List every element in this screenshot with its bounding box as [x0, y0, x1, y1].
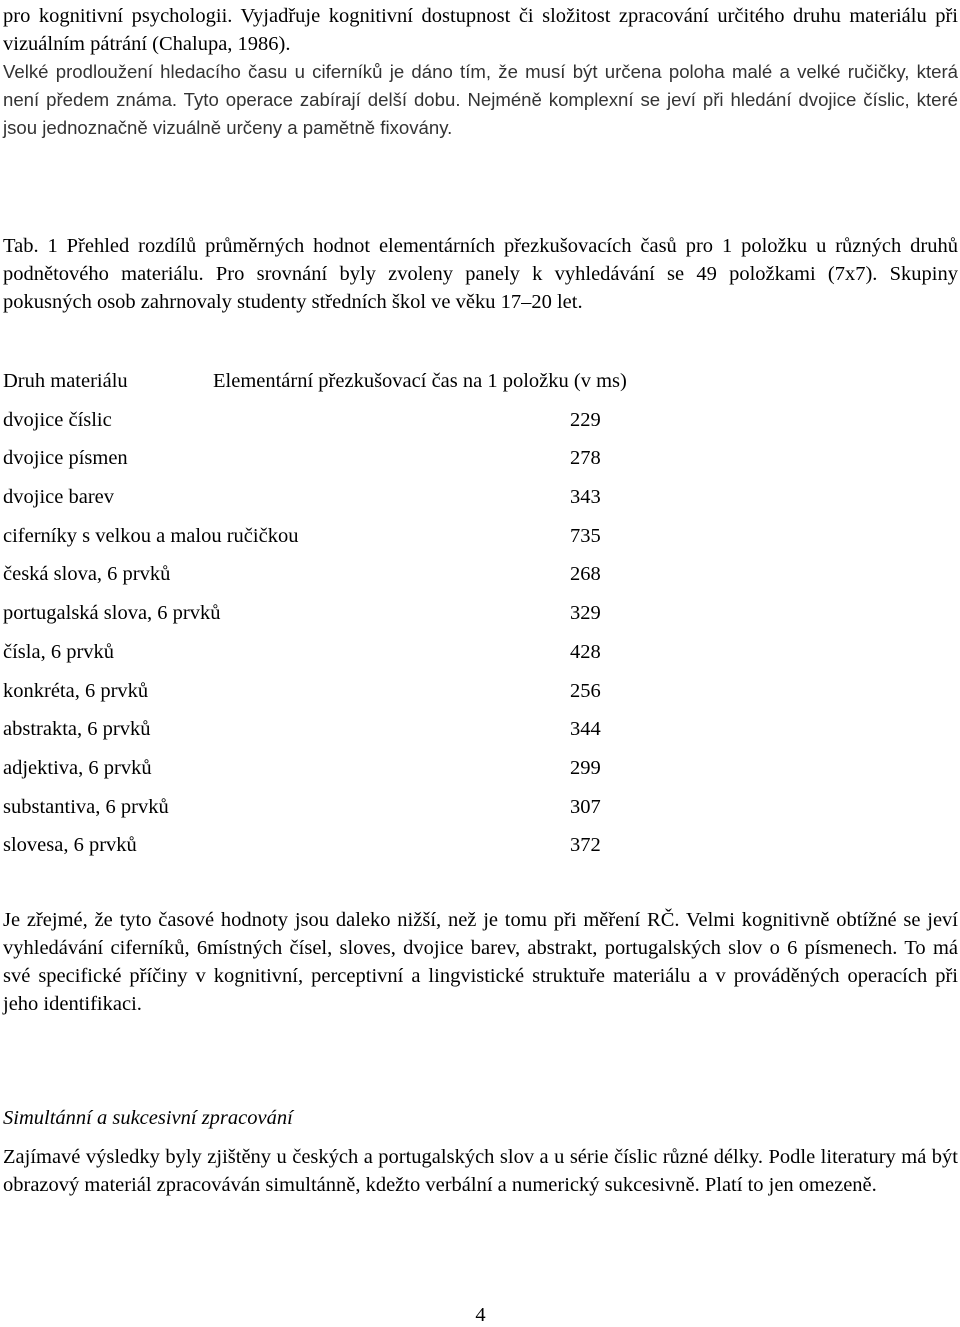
page-number: 4: [475, 1304, 486, 1326]
time-value-cell: 268: [570, 563, 601, 586]
table-row: [3, 481, 958, 520]
time-value-cell: 256: [570, 679, 601, 702]
time-value-cell: 344: [570, 718, 601, 741]
table-caption: Tab. 1 Přehled rozdílů průměrných hodnot elementárních přezkušovacích časů pro 1 položku u různých druhů podnětového materiálu. Pro srovnání byly zvoleny panely k vyhledávání se 49 položkami (7x7). Skupiny pokusných osob zahrnovaly studenty středních škol ve věku 17–20 let.: [3, 235, 958, 313]
column-header-time: Elementární přezkušovací čas na 1 položku (v ms): [213, 370, 627, 392]
material-cell: konkréta, 6 prvků: [3, 679, 149, 702]
material-cell: substantiva, 6 prvků: [3, 795, 169, 818]
intro-paragraphs: [3, 2, 958, 142]
table-row: [3, 829, 958, 868]
material-cell: dvojice číslic: [3, 408, 112, 431]
table-row: [3, 597, 958, 636]
time-value-cell: 329: [570, 602, 601, 625]
data-table: [3, 365, 958, 868]
time-value-cell: 229: [570, 408, 601, 431]
time-value-cell: 372: [570, 834, 601, 857]
material-cell: portugalská slova, 6 prvků: [3, 602, 221, 625]
table-row: [3, 520, 958, 559]
table-row: [3, 558, 958, 597]
table-row: [3, 675, 958, 714]
intro-paragraph-2: [3, 58, 958, 142]
table-row: [3, 713, 958, 752]
intro-text-sans-3: Nejméně komplexní se jeví při hledání dvojice číslic, které jsou jednoznačně vizuálně určeny a pamětně fixovány.: [3, 89, 958, 138]
table-row: [3, 791, 958, 830]
intro-text-sans-2: Velké prodloužení hledacího času u ciferníků je dáno tím, že musí být určena poloha malé a velké ručičky, která není předem známa. Tyto operace zabírají delší dobu.: [3, 61, 958, 110]
time-value-cell: 278: [570, 447, 601, 470]
time-value-cell: 299: [570, 756, 601, 779]
time-value-cell: 307: [570, 795, 601, 818]
material-cell: slovesa, 6 prvků: [3, 834, 137, 857]
time-value-cell: 428: [570, 640, 601, 663]
table-row: [3, 636, 958, 675]
table-row: [3, 404, 958, 443]
material-cell: abstrakta, 6 prvků: [3, 718, 151, 741]
material-cell: adjektiva, 6 prvků: [3, 756, 152, 779]
table-body: [3, 404, 958, 868]
material-cell: ciferníky s velkou a malou ručičkou: [3, 524, 299, 547]
table-row: [3, 752, 958, 791]
section-paragraph: Zajímavé výsledky byly zjištěny u českých a portugalských slov a u série číslic různé délky. Podle literatury má být obrazový materiál zpracováván simultánně, kdežto verbální a numerický sukcesivně. Platí to jen omezeně.: [3, 1146, 958, 1196]
material-cell: čísla, 6 prvků: [3, 640, 115, 663]
intro-text-serif-1: pro kognitivní psychologii. Vyjadřuje kognitivní dostupnost či složitost zpracování určitého druhu materiálu při vizuálním pátrání (Chalupa, 1986).: [3, 5, 958, 55]
material-cell: dvojice písmen: [3, 447, 128, 470]
column-header-material: Druh materiálu: [3, 370, 128, 392]
time-value-cell: 343: [570, 486, 601, 509]
time-value-cell: 735: [570, 524, 601, 547]
conclusion-paragraph: Je zřejmé, že tyto časové hodnoty jsou daleko nižší, než je tomu při měření RČ. Velmi kognitivně obtížné se jeví vyhledávání ciferníků, 6místných čísel, sloves, dvojice barev, abstrakt, portugalských slov o 6 písmenech. To má své specifické příčiny v kognitivní, perceptivní a lingvistické struktuře materiálu a v prováděných operacích při jeho identifikaci.: [3, 909, 958, 1015]
table-header-row: [3, 365, 958, 404]
table-row: [3, 442, 958, 481]
section-heading: Simultánní a sukcesivní zpracování: [3, 1107, 293, 1129]
intro-paragraph-1: [3, 2, 958, 58]
material-cell: česká slova, 6 prvků: [3, 563, 171, 586]
material-cell: dvojice barev: [3, 486, 114, 509]
